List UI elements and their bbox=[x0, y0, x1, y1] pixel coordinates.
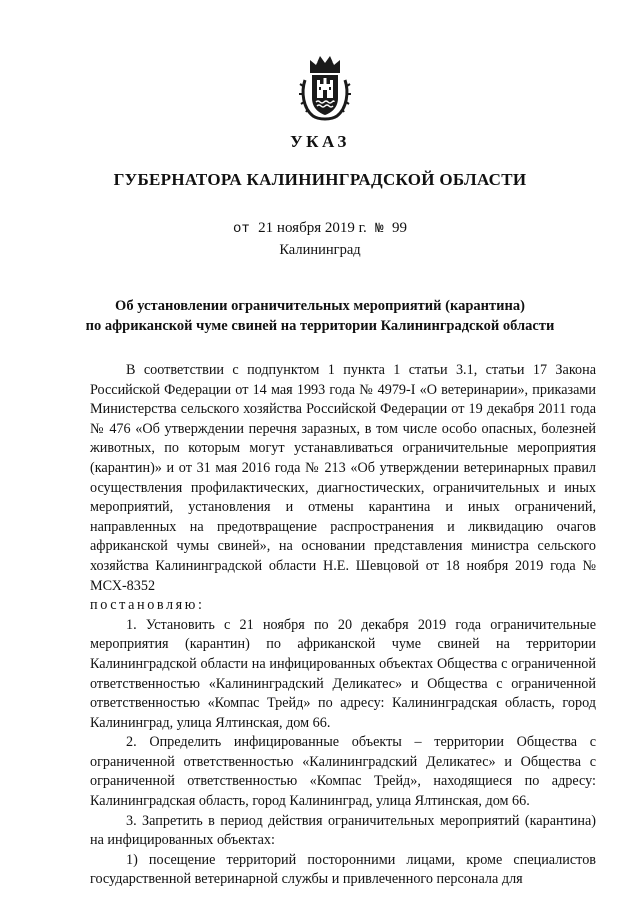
document-title: УКАЗ bbox=[290, 132, 350, 151]
decree-word-paragraph bbox=[90, 596, 596, 616]
document-subtitle: ГУБЕРНАТОРА КАЛИНИНГРАДСКОЙ ОБЛАСТИ bbox=[113, 170, 527, 189]
decree-number: 99 bbox=[392, 220, 408, 236]
item-3-paragraph: 3. Запретить в период действия ограничительных мероприятий (карантина) на инфицированных объектах: bbox=[90, 812, 596, 849]
date-prefix: от bbox=[232, 221, 250, 237]
city-name: Калининград bbox=[279, 242, 361, 258]
decree-body bbox=[90, 361, 596, 890]
preamble-paragraph: В соответствии с подпунктом 1 пункта 1 статьи 3.1, статьи 17 Закона Российской Федерации от 14 мая 1993 года № 4979-I «О ветеринарии», приказами Министерства сельского хозяйства Российской Федерации от 19 декабря 2011 года № 476 «Об утверждении перечня заразных, в том числе особо опасных, болезней животных, по которым могут устанавливаться ограничительные мероприятия (карантин)» и от 31 мая 2016 года № 213 «Об утверждении ветеринарных правил осуществления профилактических, диагностических, ограничительных и иных мероприятий, установления и отмены карантина и иных ограничений, направленных на предотвращение распространения и ликвидацию очагов африканской чумы свиней», на основании представления министра сельского хозяйства Калининградской области Н.Е. Шевцовой от 18 ноября 2019 года № МСХ-8352 bbox=[90, 362, 596, 594]
coat-of-arms-emblem bbox=[297, 52, 353, 122]
decree-date: 21 ноября 2019 г. bbox=[258, 220, 367, 236]
item-3-1-paragraph: 1) посещение территорий посторонними лицами, кроме специалистов государственной ветеринарной службы и привлеченного персонала для bbox=[90, 851, 596, 888]
subject-line-2: по африканской чуме свиней на территории Калининградской области bbox=[85, 318, 555, 334]
decree-word: постановляю: bbox=[90, 597, 205, 614]
number-label: № bbox=[375, 221, 384, 237]
item-1-paragraph: 1. Установить с 21 ноября по 20 декабря 2019 года ограничительные мероприятия (карантин) по африканской чуме свиней на территории Калининградской области на инфицированных объектах Общества с ограниченной ответственностью «Калининградский Деликатес» и Общества с ограниченной ответственностью «Компас Трейд» по адресу: Калининградская область, город Калининград, улица Ялтинская, дом 66. bbox=[90, 616, 596, 731]
date-number-line bbox=[0, 220, 640, 237]
subject-line-1: Об установлении ограничительных мероприятий (карантина) bbox=[115, 298, 525, 314]
item-2-paragraph: 2. Определить инфицированные объекты – территории Общества с ограниченной ответственностью «Калининградский Деликатес» и Общества с ограниченной ответственностью «Компас Трейд», находящиеся по адресу: Калининградская область, город Калининград, улица Ялтинская, дом 66. bbox=[90, 734, 596, 810]
decree-subject bbox=[0, 296, 640, 336]
